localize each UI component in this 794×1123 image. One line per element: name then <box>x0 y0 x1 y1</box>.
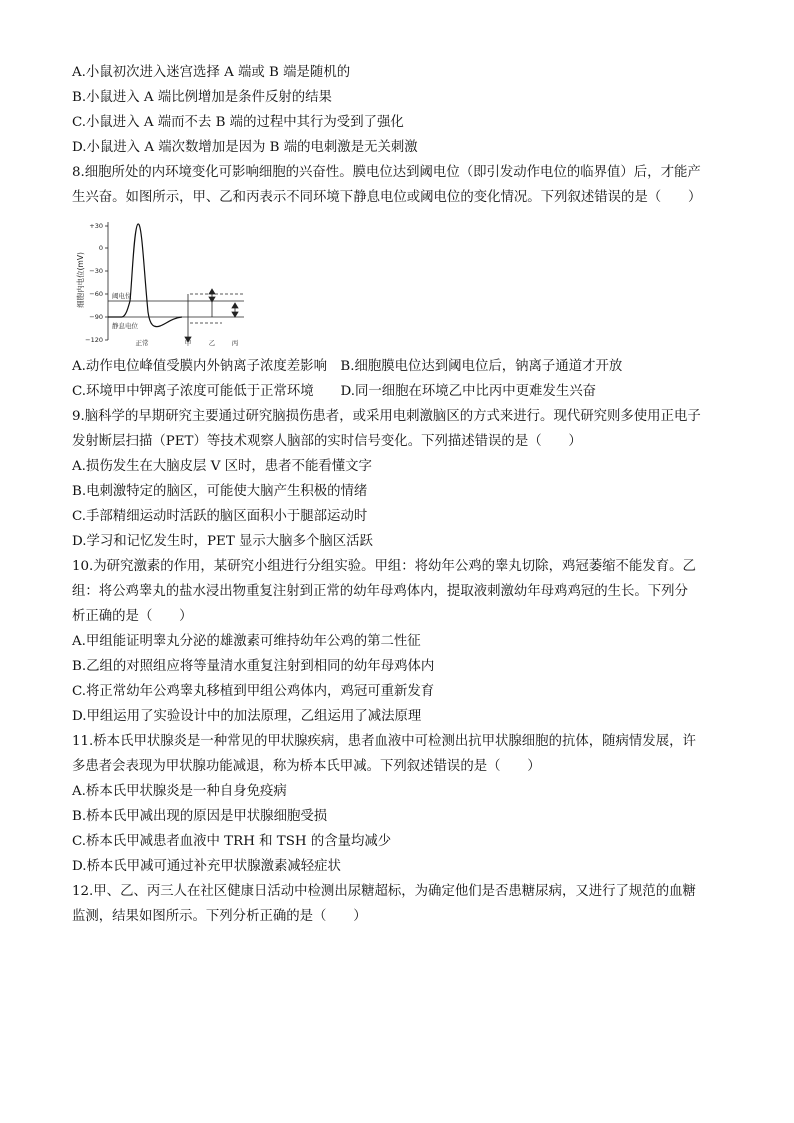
arrow-yi <box>209 289 215 317</box>
q9-option-c: C.手部精细运动时活跃的脑区面积小于腿部运动时 <box>72 509 368 524</box>
figure-y-ticks <box>105 226 108 340</box>
q7-option-d: D.小鼠进入 A 端次数增加是因为 B 端的电刺激是无关刺激 <box>72 140 418 155</box>
threshold-label: 阈电位 <box>112 292 132 300</box>
q11-option-c: C.桥本氏甲减患者血液中 TRH 和 TSH 的含量均减少 <box>72 834 392 849</box>
tick-label: 0 <box>98 244 103 252</box>
q8-options-ab: A.动作电位峰值受膜内外钠离子浓度差影响 B.细胞膜电位达到阈电位后，钠离子通道才开放 <box>72 359 623 374</box>
q11-stem-line1: 11.桥本氏甲状腺炎是一种常见的甲状腺疾病，患者血液中可检测出抗甲状腺细胞的抗体，随病情发展，许 <box>72 734 696 749</box>
tick-label: −30 <box>89 267 103 275</box>
membrane-potential-figure <box>72 212 252 347</box>
q11-option-a: A.桥本氏甲状腺炎是一种自身免疫病 <box>72 784 287 799</box>
x-label-yi: 乙 <box>208 339 216 347</box>
q11-option-b: B.桥本氏甲减出现的原因是甲状腺细胞受损 <box>72 809 328 824</box>
q10-stem-line2: 组：将公鸡睾丸的盐水浸出物重复注射到正常的幼年母鸡体内，提取液刺激幼年母鸡鸡冠的生长。下列分 <box>72 584 688 599</box>
q8-stem-line2: 生兴奋。如图所示，甲、乙和丙表示不同环境下静息电位或阈电位的变化情况。下列叙述错误的是（ ） <box>72 190 702 205</box>
q8-stem-line1: 8.细胞所处的内环境变化可影响细胞的兴奋性。膜电位达到阈电位（即引发动作电位的临界值）后，才能产 <box>72 165 701 180</box>
q10-option-c: C.将正常幼年公鸡睾丸移植到甲组公鸡体内，鸡冠可重新发育 <box>72 684 435 699</box>
figure-ylabel: 细胞内电位(mV) <box>76 252 85 308</box>
tick-label: +30 <box>89 222 103 230</box>
q9-stem-line1: 9.脑科学的早期研究主要通过研究脑损伤患者，或采用电刺激脑区的方式来进行。现代研究则多使用正电子 <box>72 409 701 424</box>
tick-label: −120 <box>85 336 103 344</box>
q9-option-d: D.学习和记忆发生时，PET 显示大脑多个脑区活跃 <box>72 534 373 549</box>
q11-stem-line2: 多患者会表现为甲状腺功能减退，称为桥本氏甲减。下列叙述错误的是（ ） <box>72 759 541 774</box>
tick-label: −60 <box>89 290 103 298</box>
resting-label: 静息电位 <box>112 322 138 330</box>
q10-option-b: B.乙组的对照组应将等量清水重复注射到相同的幼年母鸡体内 <box>72 659 435 674</box>
q7-option-b: B.小鼠进入 A 端比例增加是条件反射的结果 <box>72 90 332 105</box>
q9-stem-line2: 发射断层扫描（PET）等技术观察人脑部的实时信号变化。下列描述错误的是（ ） <box>72 434 582 449</box>
q10-option-a: A.甲组能证明睾丸分泌的雄激素可维持幼年公鸡的第二性征 <box>72 634 421 649</box>
q12-stem-line1: 12.甲、乙、丙三人在社区健康日活动中检测出尿糖超标，为确定他们是否患糖尿病，又进行了规范的血糖 <box>72 884 696 899</box>
q10-stem-line3: 析正确的是（ ） <box>72 609 193 624</box>
x-label-normal: 正常 <box>135 339 149 347</box>
arrow-bing <box>232 303 238 317</box>
action-potential-curve <box>108 224 182 327</box>
q7-option-c: C.小鼠进入 A 端而不去 B 端的过程中其行为受到了强化 <box>72 115 404 130</box>
q10-stem-line1: 10.为研究激素的作用，某研究小组进行分组实验。甲组：将幼年公鸡的睾丸切除，鸡冠萎缩不能发育。乙 <box>72 559 696 574</box>
q9-option-b: B.电刺激特定的脑区，可能使大脑产生积极的情绪 <box>72 484 368 499</box>
tick-label: −90 <box>89 313 103 321</box>
x-label-jia: 甲 <box>184 339 192 347</box>
q11-option-d: D.桥本氏甲减可通过补充甲状腺激素减轻症状 <box>72 859 341 874</box>
q12-stem-line2: 监测，结果如图所示。下列分析正确的是（ ） <box>72 909 367 924</box>
q9-option-a: A.损伤发生在大脑皮层 V 区时，患者不能看懂文字 <box>72 459 372 474</box>
q7-option-a: A.小鼠初次进入迷宫选择 A 端或 B 端是随机的 <box>72 65 351 80</box>
x-label-bing: 丙 <box>231 339 239 347</box>
q8-options-cd: C.环境甲中钾离子浓度可能低于正常环境 D.同一细胞在环境乙中比丙中更难发生兴奋 <box>72 384 596 399</box>
q10-option-d: D.甲组运用了实验设计中的加法原理，乙组运用了减法原理 <box>72 709 422 724</box>
